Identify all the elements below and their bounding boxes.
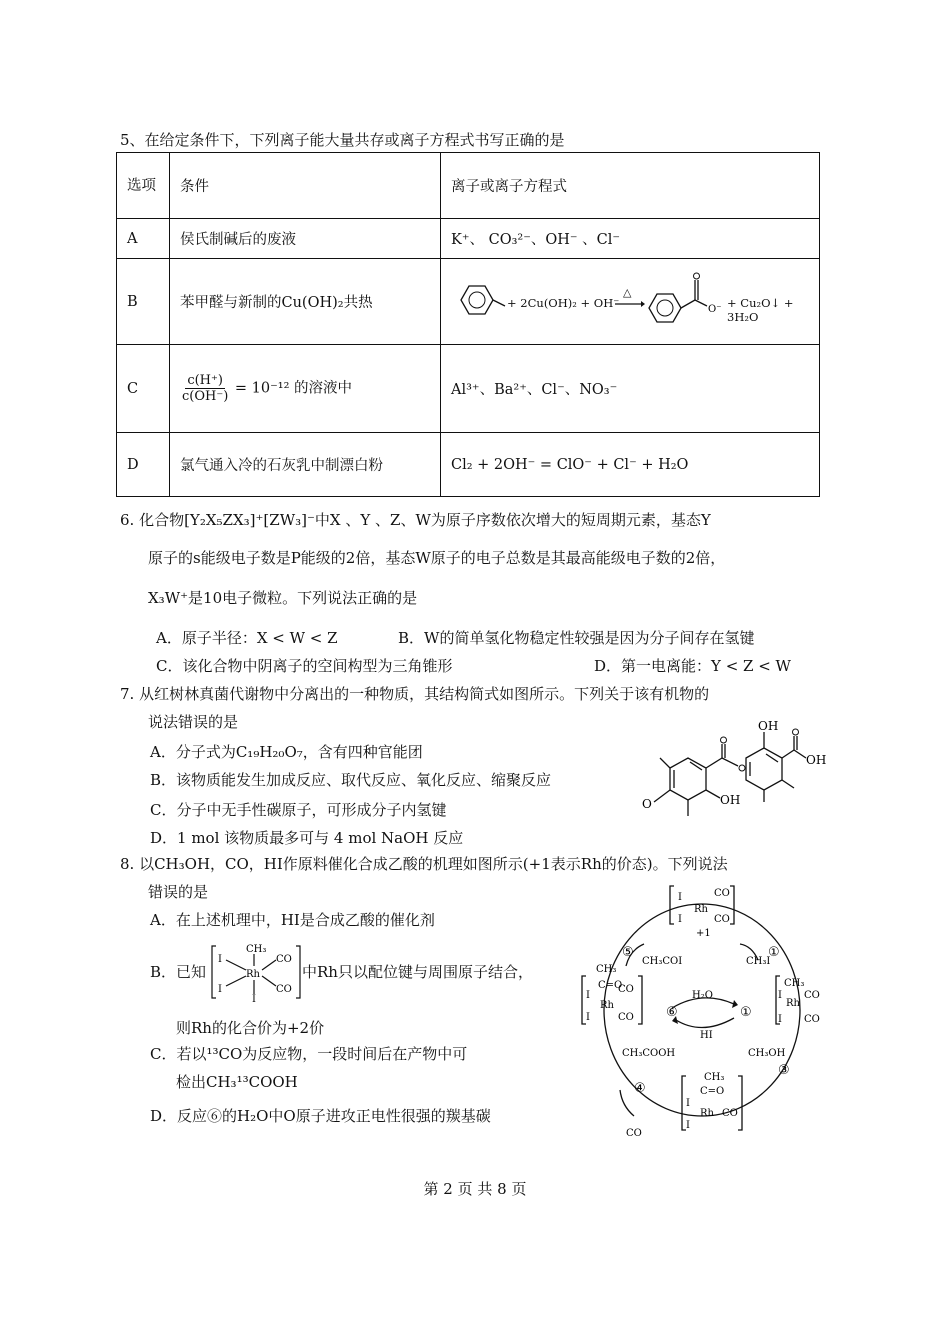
fraction-denominator: c(OH⁻) xyxy=(182,389,229,404)
row-ions: K⁺、 CO₃²⁻、OH⁻ 、Cl⁻ xyxy=(441,219,820,259)
fraction-numerator: c(H⁺) xyxy=(187,373,223,388)
right-ch3: CH₃ xyxy=(784,978,805,989)
step-3-marker: ③ xyxy=(778,1063,790,1078)
bottom-i: I xyxy=(686,1120,690,1131)
ch3oh-label: CH₃OH xyxy=(748,1048,786,1059)
step-6-marker: ⑥ xyxy=(666,1005,678,1020)
left-rh: Rh xyxy=(600,1000,614,1011)
header-condition: 条件 xyxy=(170,153,441,219)
q8-option-c-line2: 检出CH₃¹³COOH xyxy=(176,1073,298,1091)
left-c-eq-o: C=O xyxy=(598,980,623,991)
row-equation xyxy=(441,259,820,345)
top-co: CO xyxy=(714,914,730,925)
table-row xyxy=(117,219,820,259)
row-option: A xyxy=(117,219,170,259)
q7-option-b: B．该物质能发生加成反应、取代反应、氧化反应、缩聚反应 xyxy=(150,771,552,789)
left-i: I xyxy=(586,1012,590,1023)
q8-option-a: A．在上述机理中，HI是合成乙酸的催化剂 xyxy=(150,911,435,929)
table-row xyxy=(117,433,820,497)
q7-molecule-structure xyxy=(630,718,830,848)
oh-bottom-label: OH xyxy=(720,793,741,807)
co-label: CO xyxy=(276,954,292,965)
i-label: I xyxy=(218,984,222,995)
step-4-marker: ④ xyxy=(634,1081,646,1096)
row-condition xyxy=(170,345,441,433)
q7-option-d: D．1 mol 该物质最多可与 4 mol NaOH 反应 xyxy=(150,829,464,847)
q6-option-b: B．W的简单氢化物稳定性较强是因为分子间存在氢键 xyxy=(398,629,755,647)
bottom-ch3: CH₃ xyxy=(704,1072,725,1083)
step-5-marker: ⑤ xyxy=(622,945,634,960)
q6-line1: 6. 化合物[Y₂X₅ZX₃]⁺[ZW₃]⁻中X 、Y 、Z、W为原子序数依次增大的短周期元素，基态Y xyxy=(120,511,711,529)
ch3coi-label: CH₃COI xyxy=(642,956,683,967)
row-ions: Cl₂ + 2OH⁻ = ClO⁻ + Cl⁻ + H₂O xyxy=(441,433,820,497)
benzoate-structure xyxy=(647,272,727,328)
top-i: I xyxy=(678,914,682,925)
eq-left: + 2Cu(OH)₂ + OH⁻ xyxy=(507,295,620,310)
q8-line2: 错误的是 xyxy=(148,883,209,901)
ch3-label: CH₃ xyxy=(246,944,267,955)
row-option: C xyxy=(117,345,170,433)
bottom-co: CO xyxy=(722,1108,738,1119)
h-oh-fraction xyxy=(180,373,230,404)
row-condition: 苯甲醛与新制的Cu(OH)₂共热 xyxy=(170,259,441,345)
q8-line1: 8. 以CH₃OH，CO，HI作原料催化合成乙酸的机理如图所示(+1表示Rh的价态)。下列说法 xyxy=(120,855,728,873)
catalytic-cycle-diagram xyxy=(582,880,822,1140)
top-rh: Rh xyxy=(694,904,708,915)
co-feed-label: CO xyxy=(626,1128,642,1139)
ch3i-label: CH₃I xyxy=(746,956,771,967)
q8-option-c-line1: C．若以¹³CO为反应物，一段时间后在产物中可 xyxy=(150,1045,468,1063)
row-option: B xyxy=(117,259,170,345)
bottom-rh: Rh xyxy=(700,1108,714,1119)
right-i: I xyxy=(778,990,782,1001)
row-option: D xyxy=(117,433,170,497)
eq-condition: △ xyxy=(623,285,632,299)
reaction-arrow xyxy=(615,300,645,310)
header-ions: 离子或离子方程式 xyxy=(441,153,820,219)
q7-option-c: C．分子中无手性碳原子，可形成分子内氢键 xyxy=(150,801,447,819)
svg-text:O⁻: O⁻ xyxy=(708,303,722,315)
left-co: CO xyxy=(618,1012,634,1023)
rh-complex-structure xyxy=(210,940,302,1004)
q8-option-d: D．反应⑥的H₂O中O原子进攻正电性很强的羰基碳 xyxy=(150,1107,491,1125)
ch3cooh-label: CH₃COOH xyxy=(622,1048,676,1059)
table-header-row xyxy=(117,153,820,219)
right-co: CO xyxy=(804,990,820,1001)
row-condition: 氯气通入冷的石灰乳中制漂白粉 xyxy=(170,433,441,497)
oh-top-label: OH xyxy=(758,719,779,733)
table-row xyxy=(117,259,820,345)
top-i: I xyxy=(678,892,682,903)
q7-option-a: A．分子式为C₁₉H₂₀O₇，含有四种官能团 xyxy=(150,743,423,761)
q5-stem: 5、在给定条件下，下列离子能大量共存或离子方程式书写正确的是 xyxy=(120,131,565,149)
h2o-label: H₂O xyxy=(692,990,713,1001)
step-1-inner-marker: ① xyxy=(740,1005,752,1020)
left-i: I xyxy=(586,990,590,1001)
right-i: I xyxy=(778,1014,782,1025)
right-rh: Rh xyxy=(786,998,800,1009)
benzaldehyde-structure xyxy=(451,278,511,328)
q8-option-b-pre: B．已知 xyxy=(150,963,207,981)
row-condition: 侯氏制碱后的废液 xyxy=(170,219,441,259)
q6-line3: X₃W⁺是10电子微粒。下列说法正确的是 xyxy=(148,589,418,607)
q7-line1: 7. 从红树林真菌代谢物中分离出的一种物质，其结构简式如图所示。下列关于该有机物的 xyxy=(120,685,710,703)
q8-option-b-post: 中Rh只以配位键与周围原子结合， xyxy=(302,963,533,981)
right-co: CO xyxy=(804,1014,820,1025)
q6-option-c: C．该化合物中阴离子的空间构型为三角锥形 xyxy=(156,657,453,675)
oh-right-label: OH xyxy=(806,753,827,767)
q8-option-b-line2: 则Rh的化合价为+2价 xyxy=(176,1019,325,1037)
top-co: CO xyxy=(714,888,730,899)
rh-label: Rh xyxy=(246,969,260,980)
i-label: I xyxy=(252,994,256,1005)
eq-right: + Cu₂O↓ + 3H₂O xyxy=(727,295,794,324)
left-co: CO xyxy=(618,984,634,995)
q6-line2: 原子的s能级电子数是P能级的2倍，基态W原子的电子总数是其最高能级电子数的2倍， xyxy=(148,549,726,567)
row-ions: Al³⁺、Ba²⁺、Cl⁻、NO₃⁻ xyxy=(441,345,820,433)
o-left-label: O xyxy=(642,797,652,811)
header-option: 选项 xyxy=(117,153,170,219)
q5-table xyxy=(116,152,820,497)
condition-tail: = 10⁻¹² 的溶液中 xyxy=(234,380,352,397)
q6-option-d: D．第一电离能：Y < Z < W xyxy=(594,657,791,675)
step-1-marker: ① xyxy=(768,945,780,960)
bottom-c-eq-o: C=O xyxy=(700,1086,725,1097)
left-ch3: CH₃ xyxy=(596,964,617,975)
q6-option-a: A．原子半径：X < W < Z xyxy=(156,629,338,647)
co-label: CO xyxy=(276,984,292,995)
hi-label: HI xyxy=(700,1030,713,1041)
bottom-i: I xyxy=(686,1098,690,1109)
top-oxidation-state: +1 xyxy=(696,928,711,939)
page-footer: 第 2 页 共 8 页 xyxy=(423,1180,527,1198)
q7-line2: 说法错误的是 xyxy=(148,713,239,731)
table-row xyxy=(117,345,820,433)
i-label: I xyxy=(218,954,222,965)
